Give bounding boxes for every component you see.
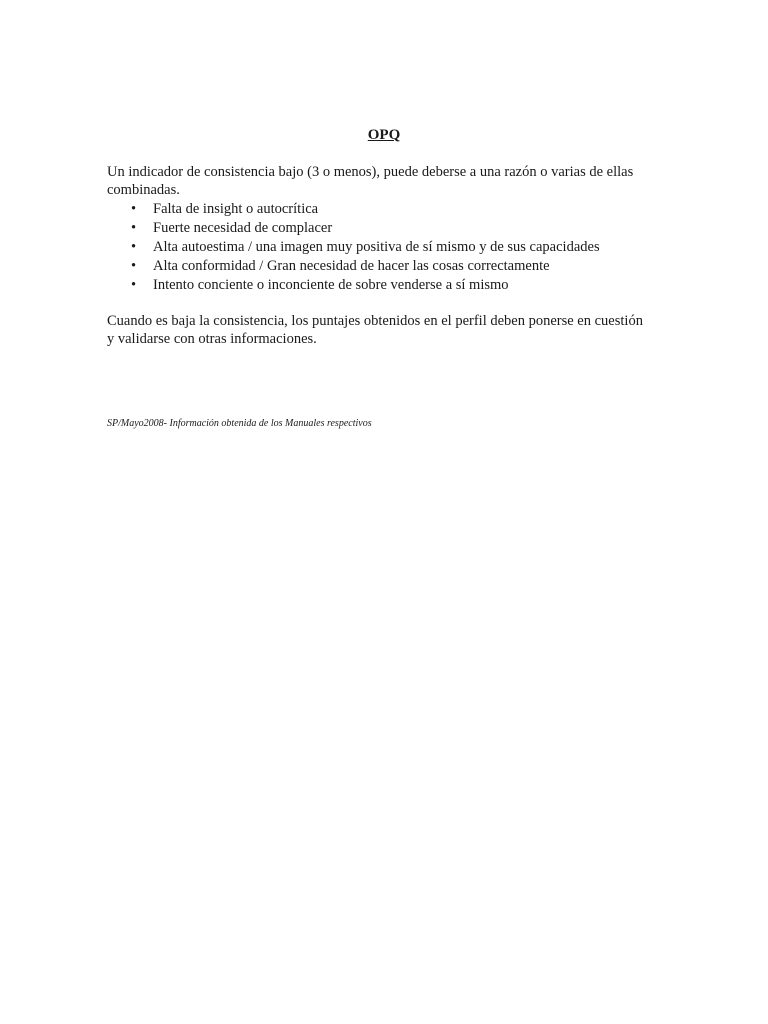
bullet-icon: • bbox=[131, 239, 137, 255]
document-title: OPQ bbox=[367, 127, 401, 143]
list-item bbox=[107, 219, 687, 238]
list-item bbox=[107, 257, 687, 276]
list-item bbox=[107, 276, 687, 295]
list-item-text: Alta conformidad / Gran necesidad de hacer las cosas correctamente bbox=[153, 258, 550, 274]
bullet-icon: • bbox=[131, 220, 137, 236]
source-note: SP/Mayo2008- Información obtenida de los Manuales respectivos bbox=[107, 418, 372, 429]
bullet-icon: • bbox=[131, 277, 137, 293]
reasons-list bbox=[107, 200, 687, 295]
list-item-text: Falta de insight o autocrítica bbox=[153, 201, 319, 217]
closing-paragraph: Cuando es baja la consistencia, los puntajes obtenidos en el perfil deben ponerse en cuestión y validarse con otras informaciones. bbox=[107, 313, 643, 347]
intro-paragraph: Un indicador de consistencia bajo (3 o menos), puede deberse a una razón o varias de ellas combinadas. bbox=[107, 164, 634, 198]
list-item-text: Fuerte necesidad de complacer bbox=[153, 220, 333, 236]
bullet-icon: • bbox=[131, 201, 137, 217]
list-item-text: Alta autoestima / una imagen muy positiva de sí mismo y de sus capacidades bbox=[153, 239, 600, 255]
bullet-icon: • bbox=[131, 258, 137, 274]
list-item bbox=[107, 238, 687, 257]
list-item bbox=[107, 200, 687, 219]
list-item-text: Intento conciente o inconciente de sobre venderse a sí mismo bbox=[153, 277, 509, 293]
